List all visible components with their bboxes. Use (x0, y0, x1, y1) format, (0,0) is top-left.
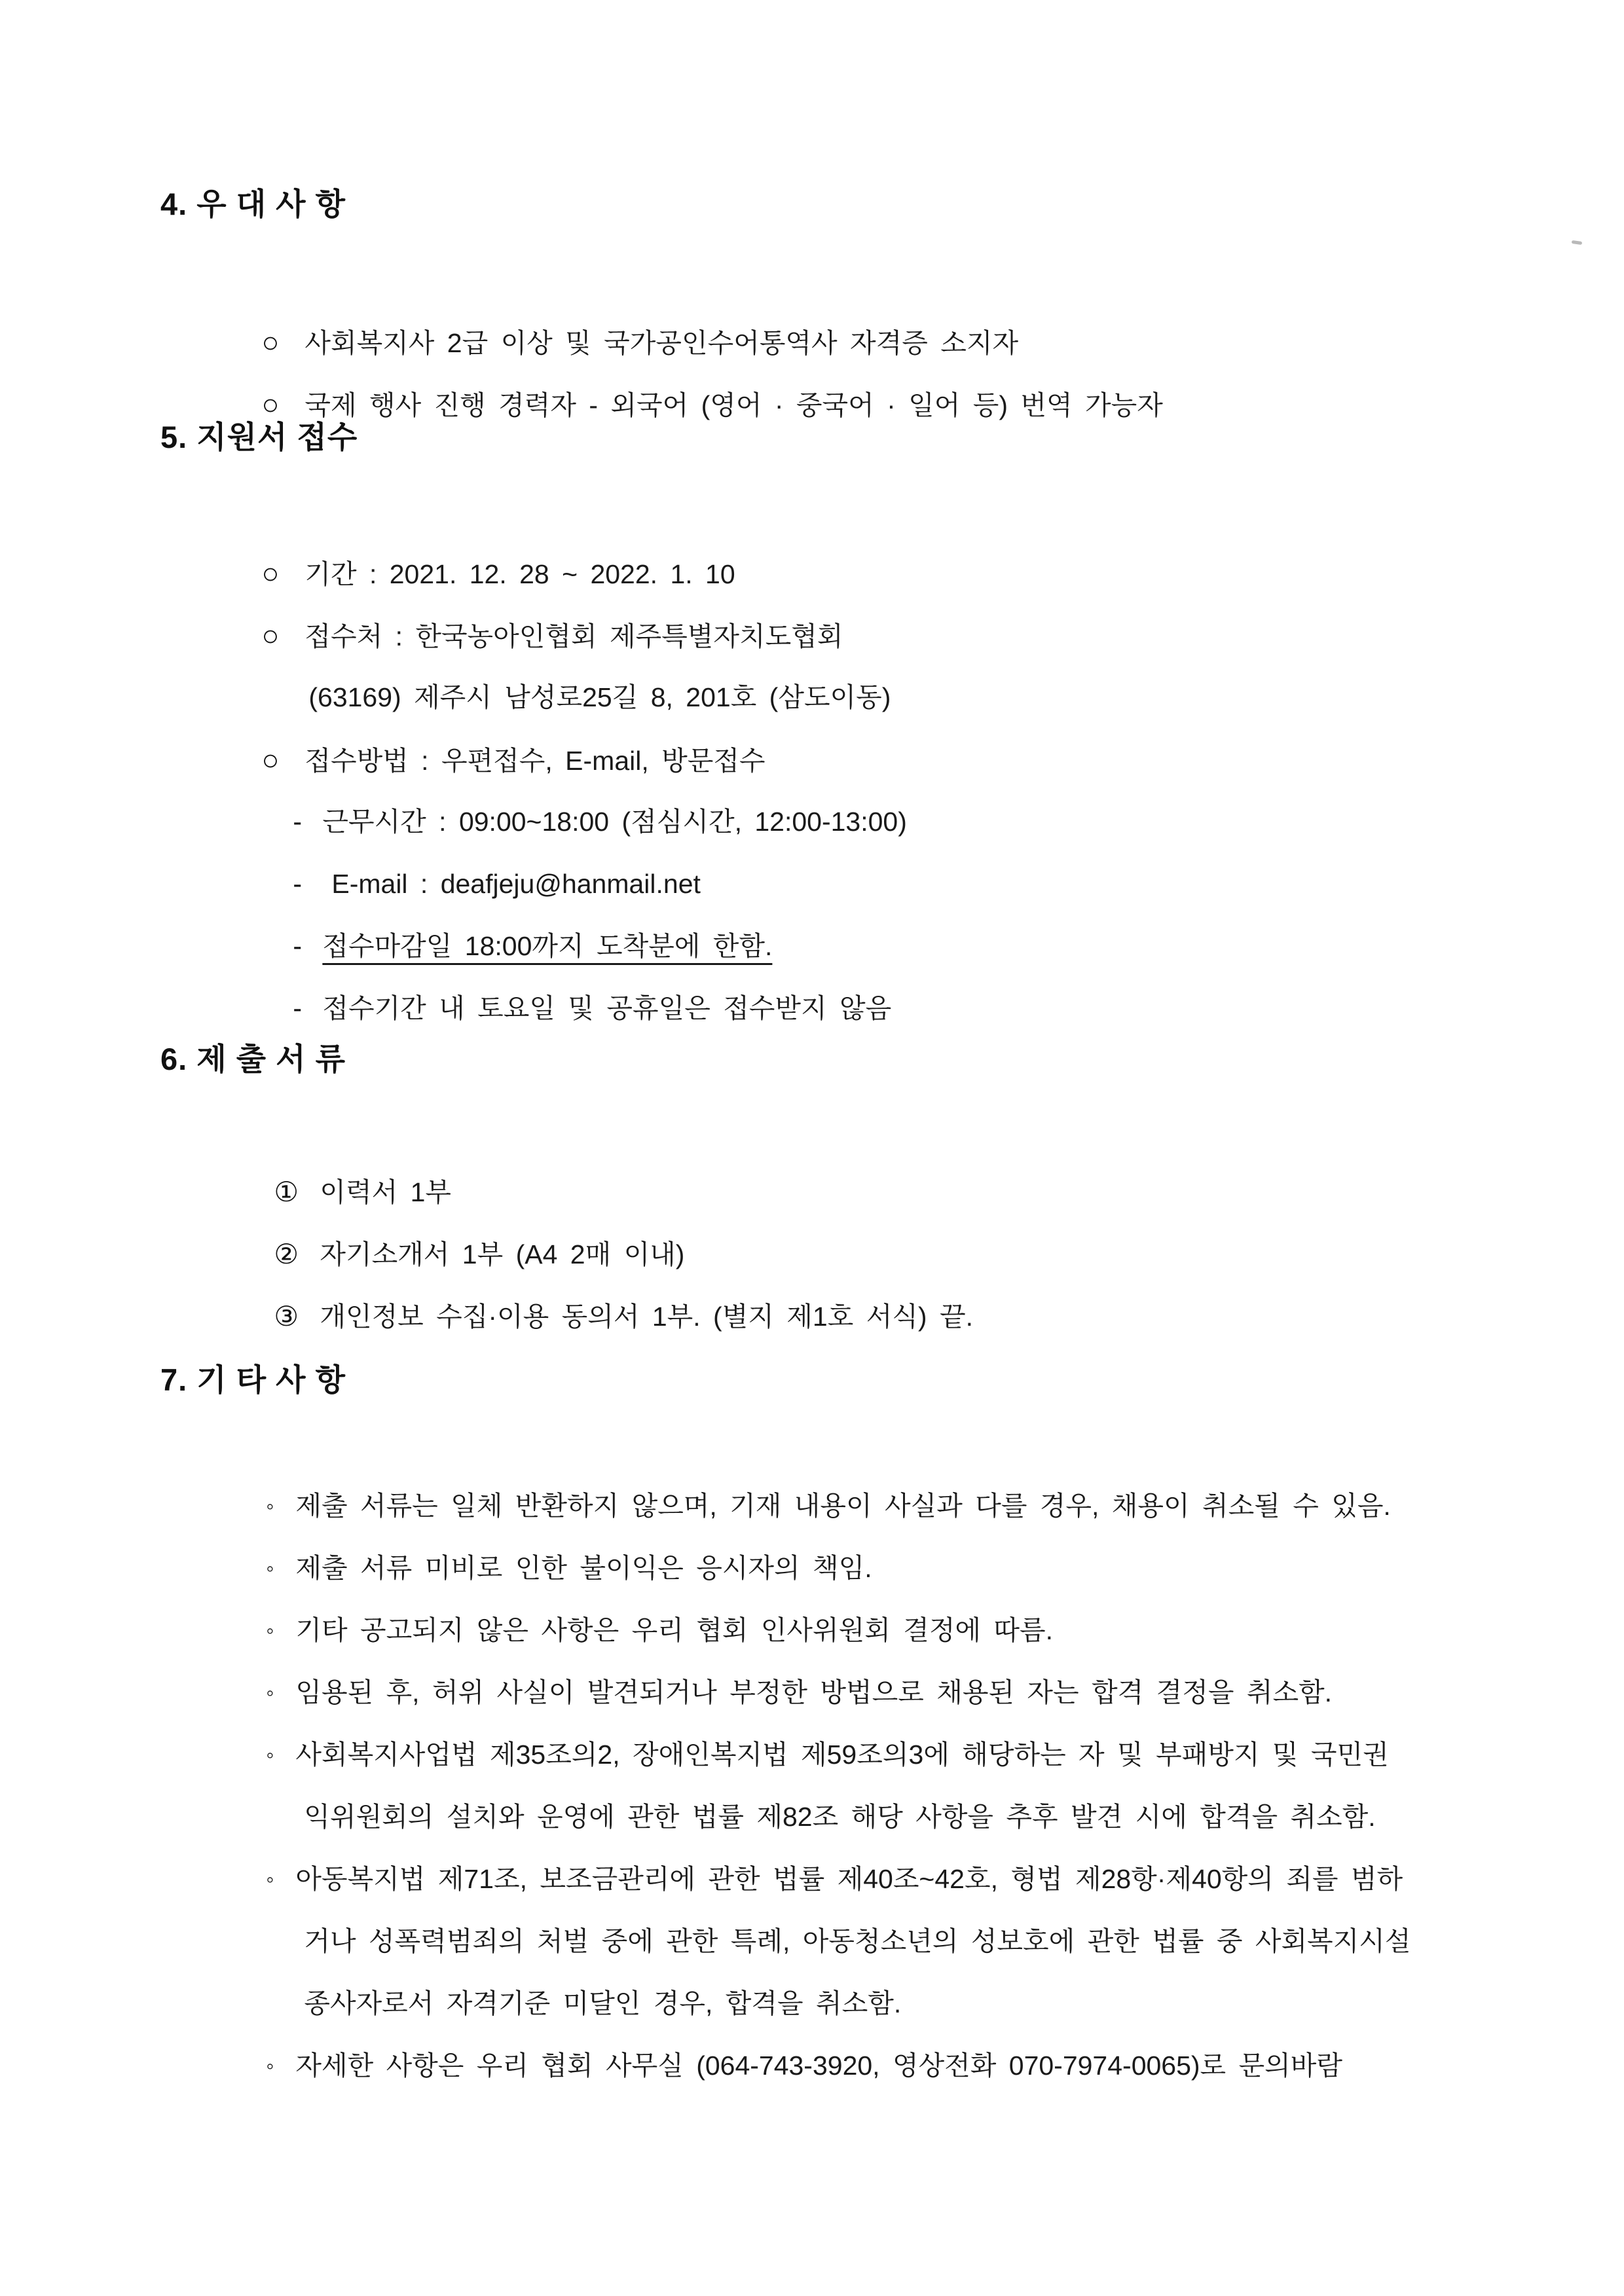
circled-number-2-icon: ② (274, 1239, 299, 1269)
scan-artifact (1572, 240, 1583, 245)
section-4-heading: 4. 우 대 사 항 (160, 187, 346, 221)
document-content (160, 185, 1542, 2081)
item-text: 접수기간 내 토요일 및 공휴일은 접수받지 않음 (322, 993, 892, 1023)
required-document-item-1 (160, 1099, 1542, 1207)
item-text: (63169) 제주시 남성로25길 8, 201호 (삼도이동) (308, 682, 891, 712)
circled-number-1-icon: ① (274, 1176, 299, 1207)
item-text: 사회복지사 2급 이상 및 국가공인수어통역사 자격증 소지자 (304, 328, 1019, 358)
item-text: 종사자로서 자격기준 미달인 경우, 합격을 취소함. (304, 1988, 902, 2018)
section-6-heading: 6. 제 출 서 류 (160, 1042, 346, 1076)
section-5-heading: 5. 지원서 접수 (160, 420, 358, 454)
item-text: 국제 행사 진행 경력자 - 외국어 (영어 · 중국어 · 일어 등) 번역 가능자 (304, 390, 1163, 420)
circle-bullet-icon: ○ (261, 619, 280, 652)
item-text: 개인정보 수집·이용 동의서 1부. (별지 제1호 서식) 끝. (320, 1302, 973, 1332)
circle-bullet-icon: ○ (261, 388, 280, 421)
dot-bullet-icon: ◦ (266, 1494, 274, 1519)
item-text: 익위원회의 설치와 운영에 관한 법률 제82조 해당 사항을 추후 발견 시에 합격을 취소함. (304, 1802, 1376, 1832)
item-text: 아동복지법 제71조, 보조금관리에 관한 법률 제40조~42호, 형법 제28항·제40항의 죄를 범하 (295, 1864, 1403, 1894)
dot-bullet-icon: ◦ (266, 1681, 274, 1705)
circled-number-3-icon: ③ (274, 1301, 299, 1332)
dot-bullet-icon: ◦ (266, 1867, 274, 1892)
item-text: 기타 공고되지 않은 사항은 우리 협회 인사위원회 결정에 따름. (295, 1615, 1054, 1645)
item-text: 제출 서류는 일체 반환하지 않으며, 기재 내용이 사실과 다를 경우, 채용이 취소될 수 있음. (295, 1491, 1391, 1521)
circle-bullet-icon: ○ (261, 556, 280, 590)
dot-bullet-icon: ◦ (266, 1743, 274, 1768)
dash-bullet-icon: - (293, 993, 303, 1023)
item-text: 접수방법 : 우편접수, E-mail, 방문접수 (304, 746, 766, 776)
item-text: 자기소개서 1부 (A4 2매 이내) (320, 1239, 685, 1269)
circle-bullet-icon: ○ (261, 325, 280, 359)
item-text: 자세한 사항은 우리 협회 사무실 (064-743-3920, 영상전화 070-7974-0065)로 문의바람 (295, 2050, 1342, 2081)
circle-bullet-icon: ○ (261, 743, 280, 776)
deadline-underlined-text: 접수마감일 18:00까지 도착분에 한함. (322, 931, 773, 961)
item-text: 접수처 : 한국농아인협회 제주특별자치도협회 (304, 621, 843, 651)
dot-bullet-icon: ◦ (266, 2054, 274, 2079)
email-text: E-mail : deafjeju@hanmail.net (331, 869, 701, 899)
item-text: 이력서 1부 (320, 1177, 451, 1207)
dash-bullet-icon: - (293, 869, 303, 899)
section-7-heading: 7. 기 타 사 항 (160, 1362, 346, 1397)
item-text: 거나 성폭력범죄의 처벌 중에 관한 특례, 아동청소년의 성보호에 관한 법률 중 사회복지시설 (304, 1926, 1411, 1956)
item-text: 사회복지사업법 제35조의2, 장애인복지법 제59조의3에 해당하는 자 및 부패방지 및 국민권 (295, 1740, 1389, 1770)
preferred-qualification-item-1 (160, 249, 1542, 359)
other-note-1 (160, 1413, 1542, 1521)
item-text: 기간 : 2021. 12. 28 ~ 2022. 1. 10 (304, 559, 735, 589)
dash-bullet-icon: - (293, 807, 303, 837)
application-period-line (160, 480, 1542, 590)
item-text: 임용된 후, 허위 사실이 발견되거나 부정한 방법으로 채용된 자는 합격 결정을 취소함. (295, 1677, 1333, 1707)
item-text: 제출 서류 미비로 인한 불이익은 응시자의 책임. (295, 1553, 872, 1583)
dot-bullet-icon: ◦ (266, 1618, 274, 1643)
dash-bullet-icon: - (293, 931, 303, 961)
dot-bullet-icon: ◦ (266, 1556, 274, 1581)
item-text: 근무시간 : 09:00~18:00 (점심시간, 12:00-13:00) (322, 807, 907, 837)
